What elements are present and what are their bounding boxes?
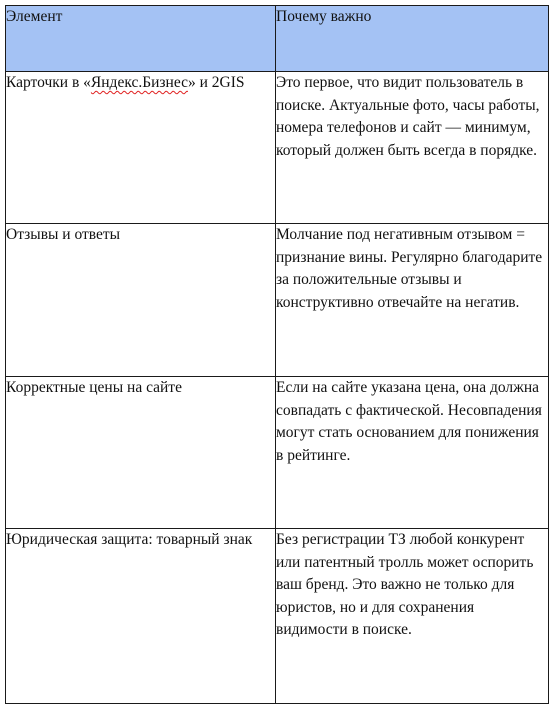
cell-element: Корректные цены на сайте <box>6 377 276 529</box>
cell-why: Молчание под негативным отзывом = признание вины. Регулярно благодарите за положительные отзывы и конструктивно отвечайте на негатив. <box>276 224 549 377</box>
table-header-row <box>6 6 549 72</box>
info-table <box>5 5 549 704</box>
cell-why: Если на сайте указана цена, она должна совпадать с фактической. Несовпадения могут стать основанием для понижения в рейтинге. <box>276 377 549 529</box>
table-row <box>6 377 549 529</box>
cell-element: Юридическая защита: товарный знак <box>6 529 276 704</box>
cell-element-suffix: » и 2GIS <box>187 74 245 91</box>
table-row <box>6 529 549 704</box>
cell-why: Это первое, что видит пользователь в поиске. Актуальные фото, часы работы, номера телефонов и сайт — минимум, который должен быть всегда в порядке. <box>276 72 549 224</box>
header-element: Элемент <box>6 6 276 72</box>
table-row <box>6 224 549 377</box>
cell-element-prefix: Карточки в « <box>6 74 91 91</box>
cell-element: Отзывы и ответы <box>6 224 276 377</box>
cell-element-brand: Яндекс.Бизнес <box>90 74 188 91</box>
header-why-important: Почему важно <box>276 6 549 72</box>
cell-element <box>6 72 276 224</box>
table-row <box>6 72 549 224</box>
cell-why: Без регистрации ТЗ любой конкурент или патентный тролль может оспорить ваш бренд. Это важно не только для юристов, но и для сохранения видимости в поиске. <box>276 529 549 704</box>
